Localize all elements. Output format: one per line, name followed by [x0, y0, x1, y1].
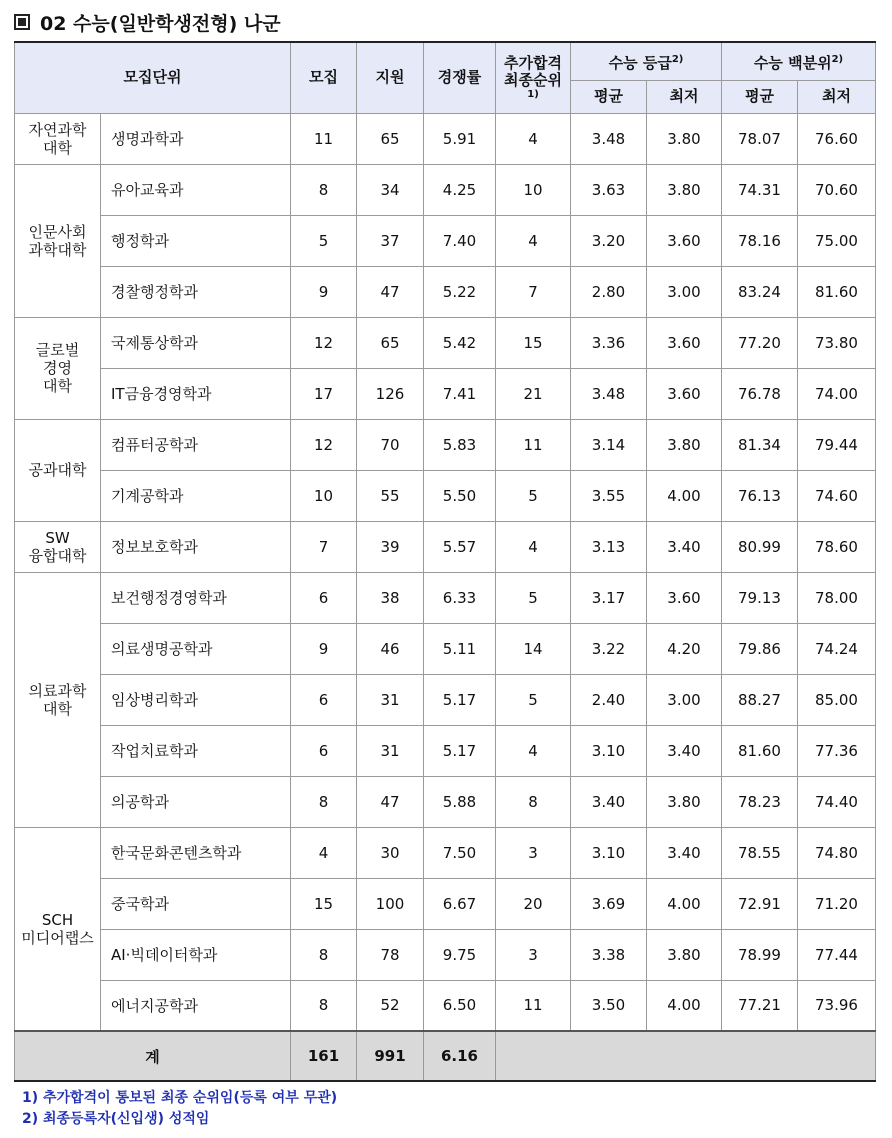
p-min-cell: 73.80 — [798, 317, 876, 368]
applicants-cell: 39 — [357, 521, 424, 572]
g-min-cell: 3.80 — [647, 419, 722, 470]
dept-cell: 국제통상학과 — [101, 317, 291, 368]
dept-cell: 작업치료학과 — [101, 725, 291, 776]
p-avg-cell: 79.13 — [722, 572, 798, 623]
dept-cell: 경찰행정학과 — [101, 266, 291, 317]
rate-cell: 6.33 — [424, 572, 496, 623]
p-min-cell: 74.80 — [798, 827, 876, 878]
p-min-cell: 70.60 — [798, 164, 876, 215]
dept-cell: 중국학과 — [101, 878, 291, 929]
header-applicants: 지원 — [357, 42, 424, 113]
rank-cell: 7 — [496, 266, 571, 317]
rank-cell: 11 — [496, 419, 571, 470]
table-row — [15, 113, 876, 164]
p-avg-cell: 81.34 — [722, 419, 798, 470]
total-applicants: 991 — [357, 1031, 424, 1081]
g-avg-cell: 3.10 — [571, 725, 647, 776]
applicants-cell: 31 — [357, 674, 424, 725]
g-avg-cell: 3.55 — [571, 470, 647, 521]
dept-cell: 임상병리학과 — [101, 674, 291, 725]
p-min-cell: 78.60 — [798, 521, 876, 572]
table-row — [15, 215, 876, 266]
recruit-cell: 9 — [291, 266, 357, 317]
g-avg-cell: 2.40 — [571, 674, 647, 725]
table-row — [15, 164, 876, 215]
p-min-cell: 75.00 — [798, 215, 876, 266]
recruit-cell: 12 — [291, 317, 357, 368]
rate-cell: 6.67 — [424, 878, 496, 929]
g-avg-cell: 3.48 — [571, 113, 647, 164]
table-row — [15, 368, 876, 419]
g-min-cell: 3.40 — [647, 521, 722, 572]
g-avg-cell: 3.36 — [571, 317, 647, 368]
total-recruit: 161 — [291, 1031, 357, 1081]
recruit-cell: 8 — [291, 929, 357, 980]
applicants-cell: 52 — [357, 980, 424, 1031]
rank-cell: 3 — [496, 827, 571, 878]
total-rate: 6.16 — [424, 1031, 496, 1081]
applicants-cell: 38 — [357, 572, 424, 623]
p-min-cell: 74.60 — [798, 470, 876, 521]
table-row — [15, 725, 876, 776]
table-row — [15, 266, 876, 317]
page-title — [14, 8, 281, 36]
recruit-cell: 8 — [291, 164, 357, 215]
g-min-cell: 3.80 — [647, 164, 722, 215]
rate-cell: 5.57 — [424, 521, 496, 572]
square-bullet-icon — [14, 14, 30, 30]
college-cell: SW 융합대학 — [15, 521, 101, 572]
g-avg-cell: 3.22 — [571, 623, 647, 674]
applicants-cell: 126 — [357, 368, 424, 419]
p-avg-cell: 79.86 — [722, 623, 798, 674]
table-row — [15, 827, 876, 878]
p-avg-cell: 76.13 — [722, 470, 798, 521]
applicants-cell: 55 — [357, 470, 424, 521]
recruit-cell: 6 — [291, 725, 357, 776]
g-min-cell: 3.60 — [647, 368, 722, 419]
dept-cell: 정보보호학과 — [101, 521, 291, 572]
recruit-cell: 12 — [291, 419, 357, 470]
college-cell: 글로벌 경영 대학 — [15, 317, 101, 419]
recruit-cell: 8 — [291, 776, 357, 827]
header-rank-line2: 최종순위 — [504, 70, 562, 89]
table-body — [15, 113, 876, 1031]
recruit-cell: 10 — [291, 470, 357, 521]
p-min-cell: 74.24 — [798, 623, 876, 674]
header-rate: 경쟁률 — [424, 42, 496, 113]
g-min-cell: 3.60 — [647, 215, 722, 266]
p-min-cell: 77.44 — [798, 929, 876, 980]
header-rank-note: 1) — [527, 88, 539, 100]
dept-cell: 보건행정경영학과 — [101, 572, 291, 623]
rank-cell: 21 — [496, 368, 571, 419]
dept-cell: IT금융경영학과 — [101, 368, 291, 419]
rank-cell: 4 — [496, 521, 571, 572]
applicants-cell: 31 — [357, 725, 424, 776]
table-row — [15, 317, 876, 368]
applicants-cell: 30 — [357, 827, 424, 878]
rank-cell: 15 — [496, 317, 571, 368]
applicants-cell: 65 — [357, 317, 424, 368]
p-avg-cell: 83.24 — [722, 266, 798, 317]
header-rank — [496, 42, 571, 113]
p-avg-cell: 74.31 — [722, 164, 798, 215]
g-avg-cell: 3.10 — [571, 827, 647, 878]
g-min-cell: 3.60 — [647, 317, 722, 368]
g-avg-cell: 3.69 — [571, 878, 647, 929]
p-min-cell: 85.00 — [798, 674, 876, 725]
g-avg-cell: 3.20 — [571, 215, 647, 266]
rank-cell: 20 — [496, 878, 571, 929]
recruit-cell: 7 — [291, 521, 357, 572]
header-rank-line1: 추가합격 — [504, 53, 562, 72]
rate-cell: 5.83 — [424, 419, 496, 470]
p-avg-cell: 77.21 — [722, 980, 798, 1031]
p-avg-cell: 78.23 — [722, 776, 798, 827]
table-footer — [15, 1031, 876, 1081]
rate-cell: 5.91 — [424, 113, 496, 164]
p-avg-cell: 76.78 — [722, 368, 798, 419]
page-title-text: 02 수능(일반학생전형) 나군 — [40, 12, 281, 35]
header-grade-min: 최저 — [647, 80, 722, 113]
rate-cell: 7.40 — [424, 215, 496, 266]
header-percentile-note: 2) — [831, 53, 844, 65]
table-row — [15, 419, 876, 470]
dept-cell: 컴퓨터공학과 — [101, 419, 291, 470]
header-grade — [571, 42, 722, 80]
p-avg-cell: 78.99 — [722, 929, 798, 980]
g-min-cell: 4.00 — [647, 878, 722, 929]
p-min-cell: 73.96 — [798, 980, 876, 1031]
college-cell: 인문사회 과학대학 — [15, 164, 101, 317]
header-percentile-avg: 평균 — [722, 80, 798, 113]
rank-cell: 10 — [496, 164, 571, 215]
rate-cell: 5.17 — [424, 725, 496, 776]
header-unit: 모집단위 — [15, 42, 291, 113]
applicants-cell: 34 — [357, 164, 424, 215]
p-min-cell: 76.60 — [798, 113, 876, 164]
applicants-cell: 70 — [357, 419, 424, 470]
table-row — [15, 674, 876, 725]
rank-cell: 5 — [496, 470, 571, 521]
applicants-cell: 47 — [357, 266, 424, 317]
p-avg-cell: 77.20 — [722, 317, 798, 368]
g-min-cell: 3.40 — [647, 725, 722, 776]
p-avg-cell: 80.99 — [722, 521, 798, 572]
rate-cell: 5.22 — [424, 266, 496, 317]
p-avg-cell: 81.60 — [722, 725, 798, 776]
p-avg-cell: 72.91 — [722, 878, 798, 929]
applicants-cell: 37 — [357, 215, 424, 266]
table-header — [15, 42, 876, 113]
g-min-cell: 3.00 — [647, 266, 722, 317]
g-avg-cell: 3.13 — [571, 521, 647, 572]
recruit-cell: 17 — [291, 368, 357, 419]
admission-results-table — [14, 41, 876, 1082]
p-min-cell: 79.44 — [798, 419, 876, 470]
recruit-cell: 11 — [291, 113, 357, 164]
g-min-cell: 3.80 — [647, 776, 722, 827]
rate-cell: 7.50 — [424, 827, 496, 878]
p-min-cell: 74.00 — [798, 368, 876, 419]
recruit-cell: 9 — [291, 623, 357, 674]
p-avg-cell: 78.16 — [722, 215, 798, 266]
g-min-cell: 4.00 — [647, 980, 722, 1031]
applicants-cell: 65 — [357, 113, 424, 164]
table-row — [15, 572, 876, 623]
table-row — [15, 521, 876, 572]
rate-cell: 5.50 — [424, 470, 496, 521]
header-grade-avg: 평균 — [571, 80, 647, 113]
rank-cell: 4 — [496, 725, 571, 776]
g-min-cell: 3.80 — [647, 113, 722, 164]
dept-cell: 기계공학과 — [101, 470, 291, 521]
college-cell: 자연과학 대학 — [15, 113, 101, 164]
rank-cell: 5 — [496, 674, 571, 725]
rate-cell: 5.11 — [424, 623, 496, 674]
rate-cell: 6.50 — [424, 980, 496, 1031]
recruit-cell: 4 — [291, 827, 357, 878]
footnote-1: 1) 추가합격이 통보된 최종 순위임(등록 여부 무관) — [22, 1090, 338, 1106]
g-avg-cell: 3.14 — [571, 419, 647, 470]
p-min-cell: 71.20 — [798, 878, 876, 929]
p-avg-cell: 78.07 — [722, 113, 798, 164]
g-avg-cell: 3.38 — [571, 929, 647, 980]
g-avg-cell: 2.80 — [571, 266, 647, 317]
table-row — [15, 470, 876, 521]
rank-cell: 5 — [496, 572, 571, 623]
p-avg-cell: 78.55 — [722, 827, 798, 878]
dept-cell: 에너지공학과 — [101, 980, 291, 1031]
footnote-2: 2) 최종등록자(신입생) 성적임 — [22, 1111, 210, 1127]
rank-cell: 4 — [496, 215, 571, 266]
header-grade-label: 수능 등급 — [608, 53, 672, 72]
dept-cell: 의공학과 — [101, 776, 291, 827]
table-row — [15, 980, 876, 1031]
p-min-cell: 81.60 — [798, 266, 876, 317]
applicants-cell: 46 — [357, 623, 424, 674]
recruit-cell: 8 — [291, 980, 357, 1031]
g-min-cell: 4.00 — [647, 470, 722, 521]
dept-cell: 생명과학과 — [101, 113, 291, 164]
rate-cell: 4.25 — [424, 164, 496, 215]
header-percentile — [722, 42, 876, 80]
dept-cell: 행정학과 — [101, 215, 291, 266]
dept-cell: 유아교육과 — [101, 164, 291, 215]
p-min-cell: 78.00 — [798, 572, 876, 623]
applicants-cell: 78 — [357, 929, 424, 980]
g-min-cell: 3.60 — [647, 572, 722, 623]
recruit-cell: 15 — [291, 878, 357, 929]
p-min-cell: 74.40 — [798, 776, 876, 827]
table-row — [15, 623, 876, 674]
dept-cell: AI·빅데이터학과 — [101, 929, 291, 980]
header-percentile-min: 최저 — [798, 80, 876, 113]
rate-cell: 5.17 — [424, 674, 496, 725]
recruit-cell: 6 — [291, 572, 357, 623]
table-row — [15, 878, 876, 929]
rank-cell: 11 — [496, 980, 571, 1031]
g-avg-cell: 3.50 — [571, 980, 647, 1031]
rate-cell: 7.41 — [424, 368, 496, 419]
footnotes — [22, 1088, 337, 1130]
table-row — [15, 929, 876, 980]
rate-cell: 5.42 — [424, 317, 496, 368]
g-min-cell: 3.40 — [647, 827, 722, 878]
p-min-cell: 77.36 — [798, 725, 876, 776]
g-avg-cell: 3.48 — [571, 368, 647, 419]
total-label: 계 — [15, 1031, 291, 1081]
dept-cell: 한국문화콘텐츠학과 — [101, 827, 291, 878]
header-recruit: 모집 — [291, 42, 357, 113]
total-empty — [496, 1031, 876, 1081]
college-cell: 공과대학 — [15, 419, 101, 521]
rank-cell: 8 — [496, 776, 571, 827]
rank-cell: 4 — [496, 113, 571, 164]
header-grade-note: 2) — [671, 53, 684, 65]
rank-cell: 3 — [496, 929, 571, 980]
applicants-cell: 100 — [357, 878, 424, 929]
g-min-cell: 3.80 — [647, 929, 722, 980]
g-avg-cell: 3.17 — [571, 572, 647, 623]
g-avg-cell: 3.63 — [571, 164, 647, 215]
g-min-cell: 4.20 — [647, 623, 722, 674]
table-row — [15, 776, 876, 827]
recruit-cell: 5 — [291, 215, 357, 266]
header-percentile-label: 수능 백분위 — [753, 53, 832, 72]
g-min-cell: 3.00 — [647, 674, 722, 725]
p-avg-cell: 88.27 — [722, 674, 798, 725]
college-cell: SCH 미디어랩스 — [15, 827, 101, 1031]
rank-cell: 14 — [496, 623, 571, 674]
g-avg-cell: 3.40 — [571, 776, 647, 827]
dept-cell: 의료생명공학과 — [101, 623, 291, 674]
college-cell: 의료과학 대학 — [15, 572, 101, 827]
applicants-cell: 47 — [357, 776, 424, 827]
recruit-cell: 6 — [291, 674, 357, 725]
rate-cell: 9.75 — [424, 929, 496, 980]
rate-cell: 5.88 — [424, 776, 496, 827]
